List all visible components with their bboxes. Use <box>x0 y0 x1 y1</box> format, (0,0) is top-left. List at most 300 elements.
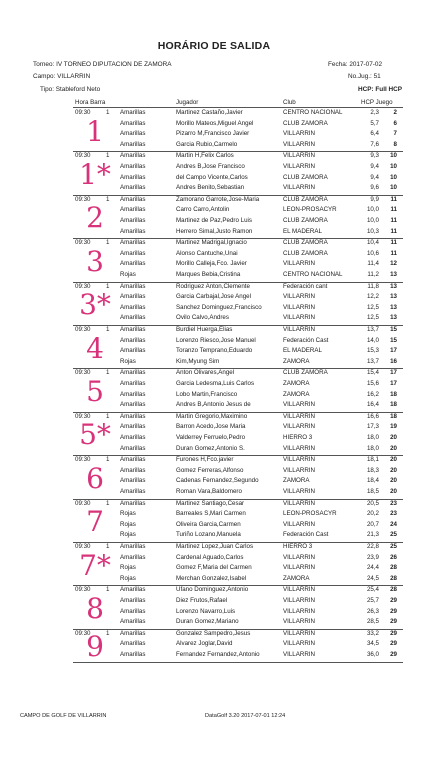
player-row <box>73 629 403 640</box>
player-hcp: 13,7 <box>366 357 379 365</box>
player-name: Kim,Myung Sim <box>176 357 220 365</box>
player-hcp: 33,2 <box>366 629 379 637</box>
player-hcp: 16,2 <box>366 390 379 398</box>
handwritten-group-number: 3 <box>86 244 104 278</box>
player-club: HIERRO 3 <box>283 543 313 550</box>
tipo-label: Tipo: Stableford Neto <box>40 86 101 93</box>
player-row <box>73 520 403 531</box>
player-juego: 16 <box>390 357 397 365</box>
player-hcp: 5,7 <box>370 119 379 127</box>
tee-color: Rojas <box>120 564 136 572</box>
tee-color: Rojas <box>120 520 136 528</box>
player-club: EL MADERAL <box>283 347 322 355</box>
player-name: Morillo Calleja,Fco. Javier <box>176 260 247 268</box>
handwritten-group-number: 7 <box>86 505 104 539</box>
player-row <box>73 476 403 487</box>
player-row <box>73 607 403 618</box>
player-name: Andres B,Jose Francisco <box>176 162 245 170</box>
player-name: Anton Olivares,Angel <box>176 369 235 377</box>
player-name: Martinez de Paz,Pedro Luis <box>176 216 253 224</box>
player-row <box>73 455 403 466</box>
tee-color: Amarillas <box>120 347 146 355</box>
player-row <box>73 140 403 151</box>
player-row <box>73 585 403 596</box>
player-hcp: 24,5 <box>366 574 379 582</box>
player-club: VILLARRIN <box>283 303 315 311</box>
player-club: VILLARRIN <box>283 596 315 604</box>
tee-color: Amarillas <box>120 130 146 138</box>
player-row <box>73 553 403 564</box>
player-name: Garcia Rubio,Carmelo <box>176 140 238 148</box>
player-hcp: 36,0 <box>366 650 379 658</box>
tee-color: Amarillas <box>120 303 146 311</box>
start-time: 09:30 <box>75 629 91 637</box>
player-club: HIERRO 3 <box>283 433 313 441</box>
player-hcp: 34,5 <box>366 640 379 648</box>
player-club: VILLARRIN <box>283 130 315 138</box>
player-juego: 18 <box>390 390 397 398</box>
player-hcp: 11,2 <box>367 270 379 278</box>
player-name: Martinez Castaño,Javier <box>176 109 243 116</box>
player-club: ZAMORA <box>283 390 310 398</box>
tee-color: Amarillas <box>120 152 146 160</box>
player-club: VILLARRIN <box>283 607 315 615</box>
player-club: VILLARRIN <box>283 140 315 148</box>
player-hcp: 20,5 <box>366 499 379 507</box>
player-juego: 11 <box>390 195 397 203</box>
player-club: CLUB ZAMORA <box>283 216 328 224</box>
player-juego: 20 <box>390 466 397 474</box>
handwritten-group-number: 9 <box>86 630 104 664</box>
player-row <box>73 650 403 661</box>
tee-color: Amarillas <box>120 173 146 181</box>
tee-color: Rojas <box>120 270 136 278</box>
player-name: Garcia Carbajal,Jose Angel <box>176 293 251 301</box>
player-row <box>73 325 403 336</box>
player-hcp: 11,8 <box>367 282 379 290</box>
player-club: VILLARRIN <box>283 423 315 431</box>
start-group <box>73 238 403 282</box>
player-row <box>73 617 403 628</box>
tee-color: Amarillas <box>120 260 146 268</box>
tee-color: Amarillas <box>120 282 146 290</box>
player-name: Martin H,Felix Carlos <box>176 152 234 160</box>
tee-color: Amarillas <box>120 184 146 192</box>
tee-color: Amarillas <box>120 477 146 485</box>
player-row <box>73 282 403 293</box>
player-name: Andres Benito,Sebastian <box>176 184 245 192</box>
player-juego: 6 <box>393 119 397 127</box>
player-row <box>73 303 403 314</box>
player-row <box>73 530 403 541</box>
tee-color: Amarillas <box>120 596 146 604</box>
player-club: VILLARRIN <box>283 444 315 452</box>
start-group <box>73 412 403 456</box>
player-juego: 20 <box>390 477 397 485</box>
start-time: 09:30 <box>75 282 91 290</box>
player-hcp: 18,0 <box>366 444 379 452</box>
tee-barra: 1 <box>106 499 110 507</box>
player-club: VILLARRIN <box>283 564 315 572</box>
tee-color: Amarillas <box>120 314 146 322</box>
player-name: Martinez Lopez,Juan Carlos <box>176 543 254 550</box>
player-name: Garcia Ledesma,Luis Carlos <box>176 379 255 387</box>
player-name: Lobo Martin,Francisco <box>176 390 238 398</box>
player-juego: 7 <box>393 130 397 138</box>
tee-color: Amarillas <box>120 390 146 398</box>
player-hcp: 11,4 <box>367 260 379 268</box>
player-juego: 17 <box>390 347 397 355</box>
player-club: VILLARRIN <box>283 314 315 322</box>
player-juego: 29 <box>390 629 397 637</box>
player-hcp: 15,3 <box>366 347 379 355</box>
player-name: Martinez Santiago,Cesar <box>176 499 245 507</box>
col-hcp-juego: HCP Juego <box>361 99 393 106</box>
player-name: Zamorano Garrote,Jose-Maria <box>176 195 260 203</box>
player-club: CENTRO NACIONAL <box>283 270 343 278</box>
player-club: VILLARRIN <box>283 401 315 409</box>
player-juego: 19 <box>390 423 397 431</box>
player-row <box>73 173 403 184</box>
handwritten-group-number: 7* <box>79 548 111 582</box>
player-hcp: 18,1 <box>366 456 379 464</box>
player-name: Merchan Gonzalez,Isabel <box>176 574 247 582</box>
hcp-type-label: HCP: Full HCP <box>358 86 403 93</box>
tee-barra: 1 <box>106 326 110 333</box>
player-row <box>73 509 403 520</box>
handwritten-group-number: 2 <box>86 201 104 235</box>
start-group <box>73 629 403 663</box>
player-hcp: 22,8 <box>366 543 379 550</box>
player-club: VILLARRIN <box>283 456 315 464</box>
player-name: Roman Vara,Baldomero <box>176 487 242 495</box>
tee-color: Rojas <box>120 357 136 365</box>
tee-color: Amarillas <box>120 109 146 116</box>
tee-color: Amarillas <box>120 433 146 441</box>
tee-color: Amarillas <box>120 369 146 377</box>
tee-color: Amarillas <box>120 326 146 333</box>
tee-color: Amarillas <box>120 379 146 387</box>
player-club: VILLARRIN <box>283 466 315 474</box>
player-hcp: 10,0 <box>366 216 379 224</box>
start-group <box>73 499 403 543</box>
player-juego: 29 <box>390 618 397 626</box>
player-juego: 29 <box>390 607 397 615</box>
player-hcp: 18,3 <box>366 466 379 474</box>
player-juego: 11 <box>390 216 397 224</box>
player-hcp: 10,6 <box>366 249 379 257</box>
player-club: LEON-PROSACYR <box>283 206 337 214</box>
player-row <box>73 574 403 585</box>
player-club: VILLARRIN <box>283 640 315 648</box>
tee-color: Amarillas <box>120 586 146 594</box>
tee-barra: 1 <box>106 195 110 203</box>
player-juego: 13 <box>390 282 397 290</box>
tee-color: Amarillas <box>120 487 146 495</box>
start-group <box>73 195 403 239</box>
player-juego: 28 <box>390 574 397 582</box>
start-time: 09:30 <box>75 152 91 160</box>
player-club: VILLARRIN <box>283 412 315 420</box>
player-juego: 13 <box>390 270 397 278</box>
player-name: Turiño Lozano,Manuela <box>176 531 241 539</box>
player-club: VILLARRIN <box>283 184 315 192</box>
handwritten-group-number: 1 <box>86 114 104 148</box>
player-hcp: 9,3 <box>370 152 379 160</box>
player-hcp: 9,4 <box>370 162 379 170</box>
player-row <box>73 487 403 498</box>
player-row <box>73 108 403 119</box>
tee-barra: 1 <box>106 239 110 247</box>
player-row <box>73 499 403 510</box>
player-row <box>73 596 403 607</box>
player-hcp: 15,4 <box>366 369 379 377</box>
player-name: Diez Frutos,Rafael <box>176 596 228 604</box>
player-hcp: 15,6 <box>366 379 379 387</box>
player-club: CLUB ZAMORA <box>283 195 328 203</box>
player-name: Lorenzo Navarro,Luis <box>176 607 236 615</box>
player-row <box>73 259 403 270</box>
player-name: Pizarro M,Francisco Javier <box>176 130 250 138</box>
player-hcp: 18,4 <box>366 477 379 485</box>
player-row <box>73 379 403 390</box>
player-club: VILLARRIN <box>283 260 315 268</box>
player-club: VILLARRIN <box>283 618 315 626</box>
tee-barra: 1 <box>106 629 110 637</box>
tee-color: Amarillas <box>120 239 146 247</box>
player-juego: 24 <box>390 520 397 528</box>
player-row <box>73 390 403 401</box>
tee-color: Amarillas <box>120 401 146 409</box>
player-hcp: 10,0 <box>366 206 379 214</box>
player-hcp: 10,4 <box>366 239 379 247</box>
player-juego: 11 <box>390 206 397 214</box>
player-hcp: 26,3 <box>366 607 379 615</box>
player-name: Ufano Dominguez,Antonio <box>176 586 249 594</box>
tee-color: Amarillas <box>120 553 146 561</box>
tee-barra: 1 <box>106 412 110 420</box>
player-row <box>73 346 403 357</box>
player-juego: 13 <box>390 314 397 322</box>
player-hcp: 24,4 <box>366 564 379 572</box>
start-time: 09:30 <box>75 369 91 377</box>
player-row <box>73 368 403 379</box>
handwritten-group-number: 6 <box>86 461 104 495</box>
player-hcp: 20,2 <box>366 510 379 518</box>
tee-barra: 1 <box>106 152 110 160</box>
player-name: Oliveira Garcia,Carmen <box>176 520 241 528</box>
player-club: CLUB ZAMORA <box>283 239 328 247</box>
start-time: 09:30 <box>75 412 91 420</box>
player-name: Martin Gregorio,Maximino <box>176 412 248 420</box>
player-row <box>73 292 403 303</box>
start-time: 09:30 <box>75 499 91 507</box>
player-club: VILLARRIN <box>283 487 315 495</box>
start-group <box>73 455 403 499</box>
tee-color: Amarillas <box>120 162 146 170</box>
fecha-label: Fecha: 2017-07-02 <box>328 61 383 68</box>
player-name: Ovilo Calvo,Andres <box>176 314 229 322</box>
player-juego: 10 <box>390 184 397 192</box>
player-hcp: 17,3 <box>366 423 379 431</box>
footer-center: DataGolf 3.20 2017-07-01 12:24 <box>205 713 286 719</box>
player-name: Burdiel Huerga,Elias <box>176 326 233 333</box>
player-juego: 26 <box>390 553 397 561</box>
player-club: VILLARRIN <box>283 152 315 160</box>
tee-color: Rojas <box>120 574 136 582</box>
player-row <box>73 162 403 173</box>
player-hcp: 9,4 <box>370 173 379 181</box>
player-name: Herrero Simal,Justo Ramon <box>176 227 253 235</box>
tee-color: Amarillas <box>120 195 146 203</box>
tee-color: Amarillas <box>120 618 146 626</box>
tee-barra: 1 <box>106 282 110 290</box>
player-name: Cadenas Fernandez,Segundo <box>176 477 259 485</box>
player-hcp: 18,5 <box>366 487 379 495</box>
player-row <box>73 205 403 216</box>
player-club: VILLARRIN <box>283 162 315 170</box>
player-name: del Campo Vicente,Carlos <box>176 173 248 181</box>
start-group <box>73 151 403 195</box>
col-hora-barra: Hora Barra <box>75 99 106 106</box>
tee-barra: 1 <box>106 543 110 550</box>
col-jugador: Jugador <box>176 99 199 106</box>
player-name: Alvarez Joglar,David <box>176 640 233 648</box>
player-juego: 15 <box>390 326 397 333</box>
player-juego: 25 <box>390 543 397 550</box>
player-name: Rodriguez Anton,Clemente <box>176 282 250 290</box>
player-juego: 20 <box>390 433 397 441</box>
col-club: Club <box>283 99 296 106</box>
nojug-label: No.Jug.: 51 <box>348 73 381 80</box>
player-club: LEON-PROSACYR <box>283 510 337 518</box>
player-row <box>73 433 403 444</box>
player-hcp: 9,9 <box>370 195 379 203</box>
player-juego: 20 <box>390 444 397 452</box>
player-club: CLUB ZAMORA <box>283 173 328 181</box>
player-hcp: 9,6 <box>370 184 379 192</box>
player-club: VILLARRIN <box>283 553 315 561</box>
player-juego: 23 <box>390 499 397 507</box>
player-row <box>73 313 403 324</box>
player-juego: 11 <box>390 249 397 257</box>
start-time: 09:30 <box>75 543 91 550</box>
player-name: Toranzo Temprano,Eduardo <box>176 347 253 355</box>
player-hcp: 16,6 <box>366 412 379 420</box>
player-juego: 20 <box>390 487 397 495</box>
player-club: CLUB ZAMORA <box>283 249 328 257</box>
player-juego: 13 <box>390 293 397 301</box>
tee-color: Amarillas <box>120 216 146 224</box>
tee-color: Amarillas <box>120 456 146 464</box>
player-club: VILLARRIN <box>283 520 315 528</box>
player-hcp: 16,4 <box>366 401 379 409</box>
player-club: ZAMORA <box>283 357 310 365</box>
player-name: Duran Gomez,Mariano <box>176 618 239 626</box>
page-title: HORÁRIO DE SALIDA <box>157 40 271 52</box>
player-row <box>73 336 403 347</box>
player-juego: 28 <box>390 564 397 572</box>
tee-color: Amarillas <box>120 140 146 148</box>
tee-color: Amarillas <box>120 607 146 615</box>
player-hcp: 12,5 <box>366 303 379 311</box>
player-juego: 10 <box>390 162 397 170</box>
start-time: 09:30 <box>75 195 91 203</box>
player-hcp: 10,3 <box>366 227 379 235</box>
tee-color: Amarillas <box>120 466 146 474</box>
player-hcp: 14,0 <box>366 336 379 344</box>
player-hcp: 28,5 <box>366 618 379 626</box>
player-row <box>73 563 403 574</box>
tee-color: Rojas <box>120 531 136 539</box>
player-hcp: 23,9 <box>366 553 379 561</box>
player-row <box>73 238 403 249</box>
start-group <box>73 325 403 369</box>
player-juego: 25 <box>390 531 397 539</box>
player-juego: 20 <box>390 456 397 464</box>
tee-color: Amarillas <box>120 640 146 648</box>
player-row <box>73 357 403 368</box>
player-name: Furones H,Fco.javier <box>176 456 234 464</box>
player-juego: 11 <box>390 239 397 247</box>
tee-color: Amarillas <box>120 423 146 431</box>
player-club: CLUB ZAMORA <box>283 369 328 377</box>
player-name: Fernandez Fernandez,Antonio <box>176 650 260 658</box>
player-juego: 15 <box>390 336 397 344</box>
player-name: Marques Bebia,Cristina <box>176 270 241 278</box>
player-hcp: 7,6 <box>370 140 379 148</box>
player-hcp: 18,0 <box>366 433 379 441</box>
player-hcp: 25,7 <box>366 596 379 604</box>
player-row <box>73 129 403 140</box>
start-time: 09:30 <box>75 109 91 116</box>
player-name: Gomez F,Maria del Carmen <box>176 564 252 572</box>
player-row <box>73 227 403 238</box>
player-juego: 29 <box>390 650 397 658</box>
player-juego: 2 <box>393 109 397 116</box>
tee-color: Amarillas <box>120 412 146 420</box>
player-row <box>73 151 403 162</box>
player-name: Duran Gomez,Antonio S. <box>176 444 245 452</box>
player-juego: 12 <box>390 260 397 268</box>
player-name: Morillo Mateos,Miguel Angel <box>176 119 254 127</box>
player-row <box>73 542 403 553</box>
player-club: VILLARRIN <box>283 586 315 594</box>
tee-color: Amarillas <box>120 227 146 235</box>
handwritten-group-number: 8 <box>86 592 104 626</box>
player-name: Gonzalez Sampedro,Jesus <box>176 629 251 637</box>
tee-color: Amarillas <box>120 119 146 127</box>
torneo-label: Torneo: IV TORNEO DIPUTACION DE ZAMORA <box>33 61 172 68</box>
handwritten-group-number: 3* <box>79 288 111 322</box>
handwritten-group-number: 5 <box>86 375 104 409</box>
start-group <box>73 368 403 412</box>
player-juego: 17 <box>390 369 397 377</box>
player-club: Federación cant <box>283 282 328 290</box>
player-name: Lorenzo Riesco,Jose Manuel <box>176 336 256 344</box>
player-name: Martinez Madrigal,Ignacio <box>176 239 247 247</box>
tee-color: Amarillas <box>120 629 146 637</box>
player-club: Federación Cast <box>283 531 329 539</box>
player-club: VILLARRIN <box>283 650 315 658</box>
player-hcp: 12,2 <box>366 293 379 301</box>
tee-color: Amarillas <box>120 206 146 214</box>
tee-barra: 1 <box>106 369 110 377</box>
player-row <box>73 639 403 650</box>
player-club: VILLARRIN <box>283 629 315 637</box>
tee-barra: 1 <box>106 456 110 464</box>
player-name: Sanchez Dominguez,Francisco <box>176 303 262 311</box>
